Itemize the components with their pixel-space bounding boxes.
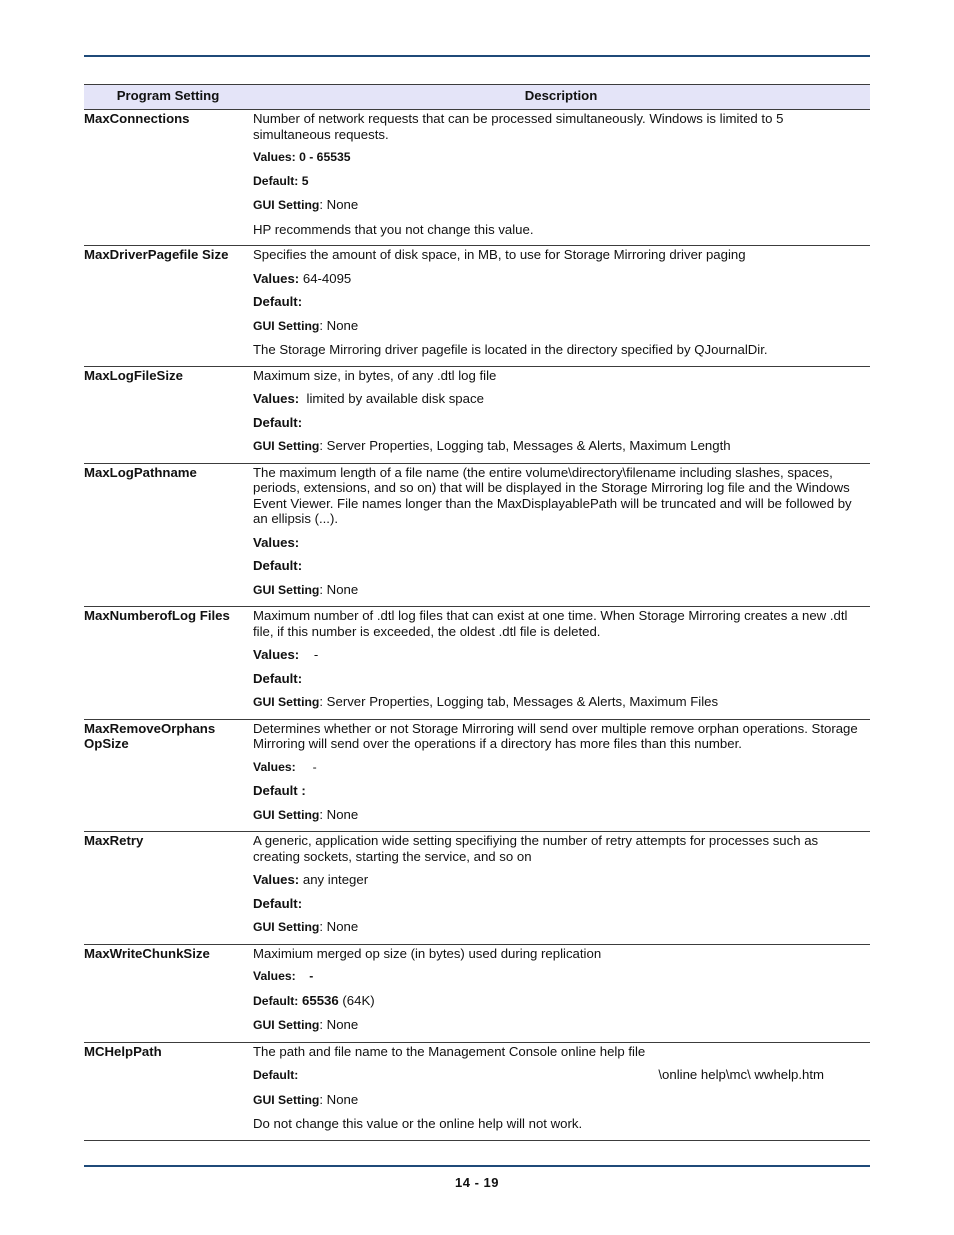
table-row <box>84 366 870 463</box>
values-label: Values: <box>253 534 300 550</box>
note-text: The Storage Mirroring driver pagefile is located in the directory specified by QJournalDir. <box>253 342 768 357</box>
default-label: Default: <box>253 294 303 309</box>
gui-setting-value: : None <box>319 581 359 597</box>
values-label: Values: <box>253 270 300 286</box>
table-row <box>84 944 870 1042</box>
gui-setting-value: : Server Properties, Logging tab, Messages & Alerts, Maximum Files <box>319 694 719 709</box>
setting-description-cell <box>252 832 870 945</box>
description-text: Number of network requests that can be processed simultaneously. Windows is limited to 5 simultaneous requests. <box>253 111 784 142</box>
setting-name: MaxRemoveOrphans OpSize <box>84 719 252 832</box>
default-label: Default: <box>253 414 303 430</box>
values-label: Values: <box>253 759 296 774</box>
default-label: Default: <box>253 670 303 686</box>
values-line <box>253 647 864 663</box>
gui-setting-value: : None <box>319 919 359 934</box>
default-line <box>253 174 864 190</box>
default-label: Default: <box>253 173 299 188</box>
values-label: Values: <box>253 150 296 164</box>
setting-description-cell <box>252 366 870 463</box>
values-line <box>253 760 864 776</box>
description-text: A generic, application wide setting specifiying the number of retry attempts for processes such as creating sockets, starting the service, and so on <box>253 833 819 864</box>
setting-name: MCHelpPath <box>84 1042 252 1140</box>
setting-description-cell <box>252 463 870 607</box>
default-value: 65536 <box>302 992 339 1008</box>
values-label: Values: <box>253 969 296 983</box>
program-settings-table <box>84 84 870 1141</box>
values-line <box>253 150 864 166</box>
gui-setting-line <box>253 318 864 335</box>
table-row <box>84 1042 870 1140</box>
gui-setting-label: GUI Setting <box>253 198 320 212</box>
values-value: any integer <box>302 872 369 887</box>
table-row <box>84 110 870 246</box>
values-line <box>253 271 864 287</box>
setting-name: MaxLogPathname <box>84 463 252 607</box>
description-text: Maximum size, in bytes, of any .dtl log file <box>253 367 497 383</box>
default-line <box>253 294 864 310</box>
setting-description-cell <box>252 246 870 367</box>
default-line <box>253 896 864 912</box>
page-number: 14 - 19 <box>455 1175 499 1190</box>
setting-description-cell <box>252 607 870 720</box>
gui-setting-value: : None <box>319 806 359 822</box>
footer-rule <box>84 1165 870 1167</box>
description-text: Determines whether or not Storage Mirroring will send over multiple remove orphan operations. Storage Mirroring will send over the operations if a directory has more files than this number. <box>253 720 858 751</box>
gui-setting-label: GUI Setting <box>253 1092 320 1107</box>
default-label: Default : <box>253 783 306 798</box>
default-value: 5 <box>301 173 309 188</box>
setting-name: MaxLogFileSize <box>84 366 252 463</box>
gui-setting-line <box>253 1017 864 1034</box>
values-value: - <box>309 969 314 983</box>
default-label: Default: <box>253 895 303 911</box>
default-value: \online help\mc\ wwhelp.htm <box>658 1067 825 1082</box>
header-rule <box>84 55 870 57</box>
gui-setting-line <box>253 694 864 711</box>
gui-setting-value: : Server Properties, Logging tab, Messages & Alerts, Maximum Length <box>319 438 731 453</box>
default-line <box>253 1067 864 1084</box>
description-text: Maximium merged op size (in bytes) used during replication <box>253 945 602 961</box>
default-label: Default: <box>253 993 299 1008</box>
gui-setting-line <box>253 582 864 599</box>
default-line <box>253 415 864 431</box>
gui-setting-line <box>253 438 864 455</box>
table-row <box>84 719 870 832</box>
gui-setting-value: : None <box>319 1091 359 1107</box>
column-header-program-setting: Program Setting <box>84 85 252 110</box>
values-line <box>253 391 864 407</box>
values-value: limited by available disk space <box>306 391 484 406</box>
values-value: - <box>312 759 317 774</box>
setting-name: MaxRetry <box>84 832 252 945</box>
default-line <box>253 993 864 1010</box>
column-header-description: Description <box>252 85 870 110</box>
gui-setting-label: GUI Setting <box>253 582 320 597</box>
default-extra: (64K) <box>342 992 375 1008</box>
description-text: Specifies the amount of disk space, in MB, to use for Storage Mirroring driver paging <box>253 247 746 262</box>
gui-setting-label: GUI Setting <box>253 695 320 709</box>
setting-name: MaxConnections <box>84 110 252 246</box>
default-label: Default: <box>253 1068 299 1082</box>
gui-setting-line <box>253 1092 864 1109</box>
gui-setting-line <box>253 197 864 214</box>
gui-setting-value: : None <box>319 197 359 212</box>
gui-setting-label: GUI Setting <box>253 920 320 934</box>
description-text: The maximum length of a file name (the entire volume\directory\filename including slashes, spaces, periods, extensions, and so on) that will be displayed in the Storage Mirroring log file and the Windows Event Viewer. File names longer than the MaxDisplayablePath will be truncated and will be followed by an ellipsis (...). <box>253 464 852 526</box>
description-text: The path and file name to the Management Console online help file <box>253 1043 646 1059</box>
default-line <box>253 671 864 687</box>
table-row <box>84 832 870 945</box>
setting-name: MaxWriteChunkSize <box>84 944 252 1042</box>
setting-name: MaxDriverPagefile Size <box>84 246 252 367</box>
values-value: 0 - 65535 <box>299 150 351 164</box>
default-line <box>253 783 864 799</box>
values-value: 64-4095 <box>302 270 352 286</box>
values-label: Values: <box>253 391 300 406</box>
default-label: Default: <box>253 558 303 573</box>
setting-description-cell <box>252 719 870 832</box>
values-line <box>253 535 864 551</box>
setting-name: MaxNumberofLog Files <box>84 607 252 720</box>
table-row <box>84 607 870 720</box>
gui-setting-value: : None <box>319 1017 359 1032</box>
setting-description-cell <box>252 110 870 246</box>
gui-setting-label: GUI Setting <box>253 439 320 453</box>
description-text: Maximum number of .dtl log files that can exist at one time. When Storage Mirroring creates a new .dtl file, if this number is exceeded, the oldest .dtl file is deleted. <box>253 608 848 639</box>
values-line <box>253 872 864 888</box>
values-value: - <box>313 647 319 662</box>
setting-description-cell <box>252 1042 870 1140</box>
gui-setting-label: GUI Setting <box>253 1018 320 1032</box>
gui-setting-value: : None <box>319 317 359 333</box>
table-row <box>84 246 870 367</box>
values-label: Values: <box>253 647 300 662</box>
values-line <box>253 969 864 985</box>
table-row <box>84 463 870 607</box>
gui-setting-label: GUI Setting <box>253 807 320 822</box>
gui-setting-label: GUI Setting <box>253 318 320 333</box>
gui-setting-line <box>253 807 864 824</box>
table-header-row <box>84 85 870 110</box>
values-label: Values: <box>253 872 300 887</box>
setting-description-cell <box>252 944 870 1042</box>
note-text: HP recommends that you not change this value. <box>253 221 534 237</box>
note-text: Do not change this value or the online help will not work. <box>253 1116 583 1131</box>
default-line <box>253 558 864 574</box>
gui-setting-line <box>253 919 864 936</box>
